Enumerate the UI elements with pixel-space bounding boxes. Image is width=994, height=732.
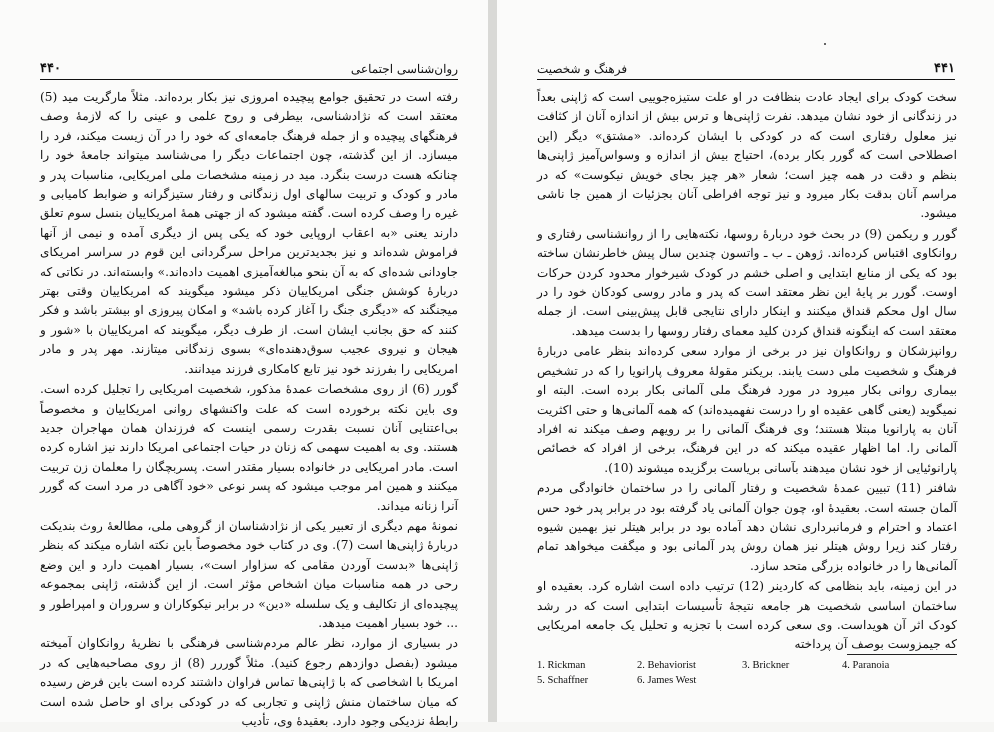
footnotes [537,660,957,686]
book-gutter [488,0,497,722]
left-page-number: ۴۴۰ [40,61,61,76]
right-header-rule [537,79,955,80]
footnote: 2. Behaviorist [637,660,696,671]
paragraph: گورر و ریکمن (9) در بحث خود دربارهٔ روسها، نکته‌هایی را از روانشناسی رفتاری و روانکاوی اقتباس کرده‌اند. ژوهن ـ ب ـ واتسون چندین سال پیش خاطرنشان ساخته بود که یکی از منابع ابتدایی و اصلی خشم در کودک شیرخوار محدود کردن حرکات اوست. گورر بر پایهٔ این نظر معتقد است که پدر و مادر روسی کودکان خود را در سال اول محکم قنداق میکنند و اینکار دارای نتایجی قابل پیش‌بینی است. از جمله معتقد است که اینگونه قنداق کردن کلید معمای رفتار روسها را بدست میدهد. [537,226,957,338]
right-page-number: ۴۴۱ [934,61,955,76]
footnote: 4. Paranoia [842,660,890,671]
paragraph: نمونهٔ مهم دیگری از تعبیر یکی از نژادشناسان از گروهی ملی، مطالعهٔ روث بندیکت دربارهٔ ژاپنی‌ها است (7). وی در کتاب خود مخصوصاً باین نکته اشاره میکند که بنظر ژاپنی‌ها «بدست آوردن مقامی که سزاوار است»، بسیار اهمیت دارد و این وضع رحی در همه مناسبات میان اشخاص مؤثر است. از این گذشته، ژاپنی بمجموعه پیچیده‌ای از تکالیف و یک سلسله «دین» در برابر نیکوکاران و سروران و امپراطور و ... خود بسیار اهمیت میدهد. [40,518,458,630]
paragraph: در این زمینه، باید بنظامی که کاردینر (12) ترتیب داده است اشاره کرد. بعقیده او ساختمان اساسی شخصیت هر جامعه نتیجهٔ تأسیسات ابتدایی است که در رشد کودک اثر آن هویداست. وی سعی کرده است با تجزیه و تحلیل یک جامعه امریکایی که جیمزوست بوصف آن پرداخته [537,579,957,652]
footnote: 3. Brickner [742,660,790,671]
footnote-rule [847,654,957,655]
left-header-rule [40,79,458,80]
left-page [0,0,488,728]
right-body-text [537,88,957,656]
footnote: 5. Schaffner [537,675,589,686]
paragraph: رفته است در تحقیق جوامع پیچیده امروزی نیز بکار برده‌اند. مثلاً مارگریت مید (5) معتقد است که نژادشناسی، بیطرفی و روح علمی و عینی را که لازمهٔ وصف فرهنگهای پیچیده و از جمله فرهنگ جامعه‌ای که خود را در آن زیست میکند، فرد را میسازد. از این گذشته، چون اجتماعات دیگر را می‌شناسد میتواند جامعهٔ خود را چنانکه هست درست بنگرد. مید در زمینه مشخصات ملی امریکایی، مناسبات پدر و مادر و کودک و تربیت سالهای اول زندگانی و رفتار ستیزگرانه و ضوابط کامیابی و غیره را وصف کرده است. گفته میشود که از جهتی همهٔ امریکاییان بنسل سوم تعلق دارند یعنی «به اعقاب اروپایی خود که یکی پس از دیگری آمده و نیمی از آنها فراموش شده‌اند و نیز بجدیدترین مراحل سرگردانی این قوم در سراسر امریکای جاودانی شده‌ای که به آن بنحو مبالغه‌آمیزی اهمیت داده‌اند.» وابسته‌اند. در نکاتی که دربارهٔ کوشش جنگی امریکاییان ذکر میشود میگویند که امریکاییان وقتی بهتر میجنگند که «دیگری جنگ را آغاز کرده باشد» و امکان پیروزی او بیشتر باشد و فکر کنند که حق بجانب ایشان است. از طرف دیگر، میگویند که امریکاییان با «شور و هیجان و نیروی عجیب سوق‌دهنده‌ای» بسوی زندگانی میتازند. مهر پدر و مادر امریکایی را بفرزند خود نیز تابع کامکاری فرزند میدانند. [40,90,458,376]
right-page [497,0,994,722]
paragraph: سخت کودک برای ایجاد عادت بنظافت در او علت ستیزه‌جوییی است که ژاپنی بعداً در زندگانی از خود نشان میدهد. نفرت ژاپنی‌ها و ترس بیش از اندازه آنان از کثافت نیز معلول رفتاری است که در کودکی با ایشان کرده‌اند. «مشتق» دیگر (این اصطلاحی است که گورر بکار برده)، احتیاج بیش از اندازه و وسواس‌آمیز ژاپنی‌ها بنظم و دقت در همه چیز است؛ شعار «هر چیز بجای خویش نیکوست» که در مراسم آنان بدقت بکار میرود و نیز توجه افراطی آنان بجزئیات از همین جا ناشی میشود. [537,90,957,221]
speck [824,43,826,45]
paragraph: گورر (6) از روی مشخصات عمدهٔ مذکور، شخصیت امریکایی را تجلیل کرده است. وی باین نکته برخورده است که علت واکنشهای روانی امریکاییان و مخصوصاً بی‌اعتنایی آنان نسبت بقدرت رسمی اینست که فرزندان همان مهاجران جدید هستند. وی به اهمیت سهمی که زنان در حیات اجتماعی امریکا دارند نیز اشاره کرده است. مادر امریکایی در خانواده بسیار مقتدر است. پسربچگان را معلمان زن تربیت میکنند و همین امر موجب میشود که پسر نوعی «خود آگاهی در مرد است که گورر آنرا زنانه میداند. [40,382,458,513]
right-page-header [537,58,955,76]
left-body-text [40,88,458,732]
right-running-title: فرهنگ و شخصیت [537,62,628,76]
paragraph: در بسیاری از موارد، نظر عالم مردم‌شناسی فرهنگی با نظریهٔ روانکاوان آمیخته میشود (بفصل دوازدهم رجوع کنید). مثلاً گوررر (8) از روی مصاحبه‌هایی که در امریکا با اشخاصی که با ژاپنی‌ها تماس فراوان داشتند کرده است باین فرض رسیده که میان ساختمان منش ژاپنی و تجاربی که در کودکی برای او حاصل شده است رابطهٔ نزدیکی وجود دارد. بعقیدهٔ وی، تأدیب [40,636,458,728]
left-page-header [40,58,458,76]
footnote: 1. Rickman [537,660,586,671]
footnote: 6. James West [637,675,697,686]
paragraph: شافنر (11) تبیین عمدهٔ شخصیت و رفتار آلمانی را در ساختمان خانوادگی مردم آلمان جسته است. بعقیدهٔ او، چون جوان آلمانی یاد گرفته بود در برابر پدر خود حس اعتماد و احترام و فرمانبرداری نشان دهد آماده بود در برابر هیتلر نیز بهمین شیوه رفتار کند زیرا روش هیتلر نیز همان روش پدر آلمانی بود و میگفت میخواهد تمام آلمانی‌ها را در خانواده بزرگی متحد سازد. [537,481,957,573]
left-running-title: روان‌شناسی اجتماعی [350,62,458,76]
paragraph: روانپزشکان و روانکاوان نیز در برخی از موارد سعی کرده‌اند بنظر عامی دربارهٔ فرهنگ و شخصیت ملی دست یابند. بریکنر مقولهٔ معروف پارانویا را که در تشخیص بیماری روانی بکار میرود در مورد فرهنگ ملی آلمانی بکار برده است. البته او نمیگوید (یعنی گاهی عقیده او را درست نفهمیده‌اند) که همه آلمانی‌ها و حتی اکثریت آنان به پارانویا مبتلا هستند؛ وی فرهنگ آلمانی را بر رویهم وصف میکند نه افراد آلمانی را. اما اظهار عقیده میکند که در این فرهنگ، برخی از افراد که خصائص پارانوئیایی از خود نشان میدهند بآسانی بریاست برگزیده میشوند (10). [537,344,957,475]
